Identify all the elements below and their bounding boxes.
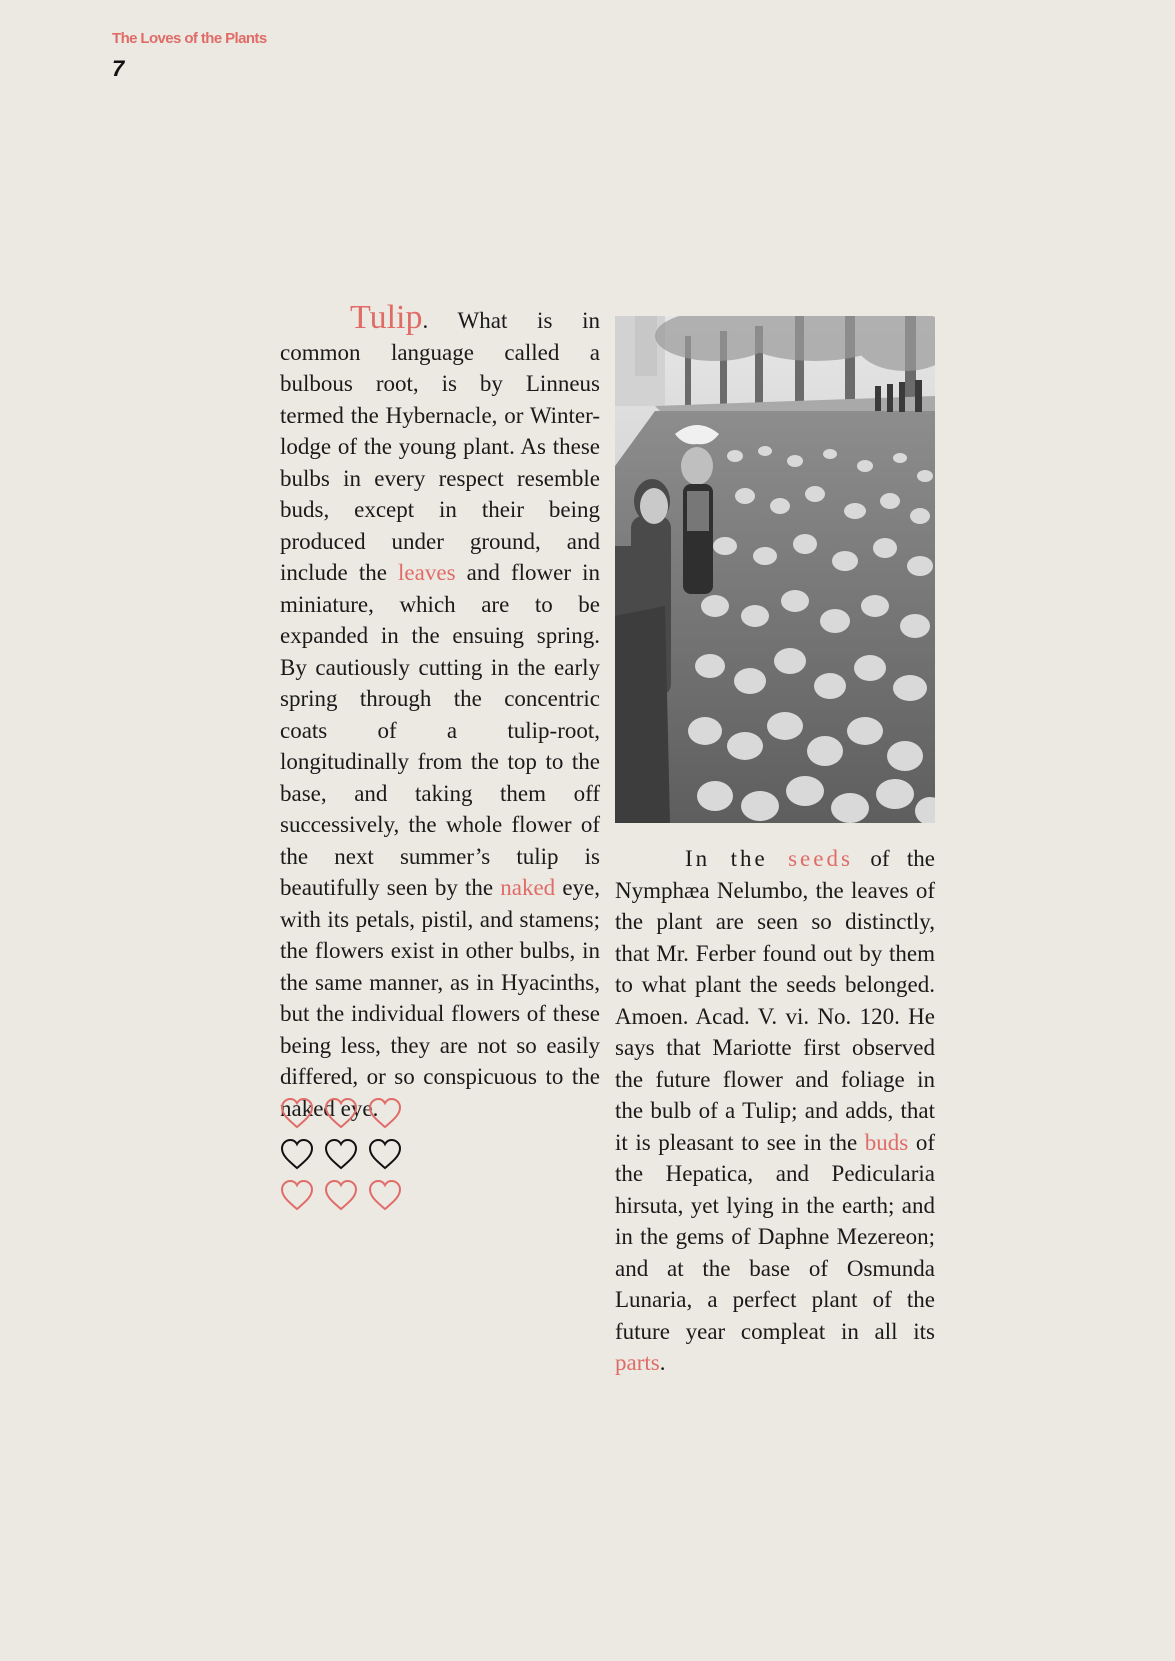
highlight-naked: naked: [500, 875, 556, 900]
highlight-parts: parts: [615, 1350, 660, 1375]
heart-icon: [323, 1096, 359, 1132]
heart-ornament: [279, 1096, 409, 1219]
heart-icon: [367, 1096, 403, 1132]
left-text-3: eye, with its petals, pistil, and stamens; the flowers exist in other bulbs, in the same manner, as in Hyacinths, but the individual flowers of these being less, they are not so easily differed, or so conspicuous to the naked eye.: [280, 875, 600, 1121]
heart-row: [279, 1178, 409, 1219]
heart-row: [279, 1137, 409, 1178]
highlight-leaves: leaves: [398, 560, 456, 585]
running-title: The Loves of the Plants: [112, 30, 267, 47]
right-text-1: In the: [685, 846, 789, 871]
left-column-text: [280, 299, 600, 1124]
tulip-field-photo: [615, 316, 935, 823]
heart-icon: [279, 1137, 315, 1173]
right-text-4: .: [659, 1350, 666, 1375]
heart-row: [279, 1096, 409, 1137]
right-column-text: [615, 843, 935, 1379]
heart-icon: [279, 1096, 315, 1132]
page-number: 7: [112, 56, 125, 81]
drop-word: Tulip: [350, 299, 423, 336]
right-text-2: of the Nymphæa Nelumbo, the leaves of the plant are seen so distinctly, that Mr. Ferber found out by them to what plant the seeds belonged. Amoen. Acad. V. vi. No. 120. He says that Mariotte first observed the future flower and foliage in the bulb of a Tulip; and adds, that it is pleasant to see in the: [615, 846, 935, 1155]
highlight-seeds: seeds: [788, 846, 853, 871]
heart-icon: [367, 1178, 403, 1214]
left-text-2: and flower in miniature, which are to be expanded in the ensuing spring. By cautiously cutting in the early spring through the concentric coats of a tulip-root, longitudinally from the top to the base, and taking them off successively, the whole flower of the next summer’s tulip is beautifully seen by the: [280, 560, 600, 900]
heart-icon: [323, 1178, 359, 1214]
highlight-buds: buds: [864, 1129, 909, 1155]
heart-icon: [367, 1137, 403, 1173]
heart-icon: [279, 1178, 315, 1214]
left-text-1: . What is in common language called a bulbous root, is by Linneus termed the Hybernacle, or Winter-lodge of the young plant. As these bulbs in every respect resemble buds, except in their being produced under ground, and include the: [280, 308, 600, 585]
heart-icon: [323, 1137, 359, 1173]
right-text-3: of the Hepatica, and Pedicularia hirsuta, yet lying in the earth; and in the gems of Daphne Mezereon; and at the base of Osmunda Lunaria, a perfect plant of the future year compleat in all its: [615, 1129, 935, 1344]
